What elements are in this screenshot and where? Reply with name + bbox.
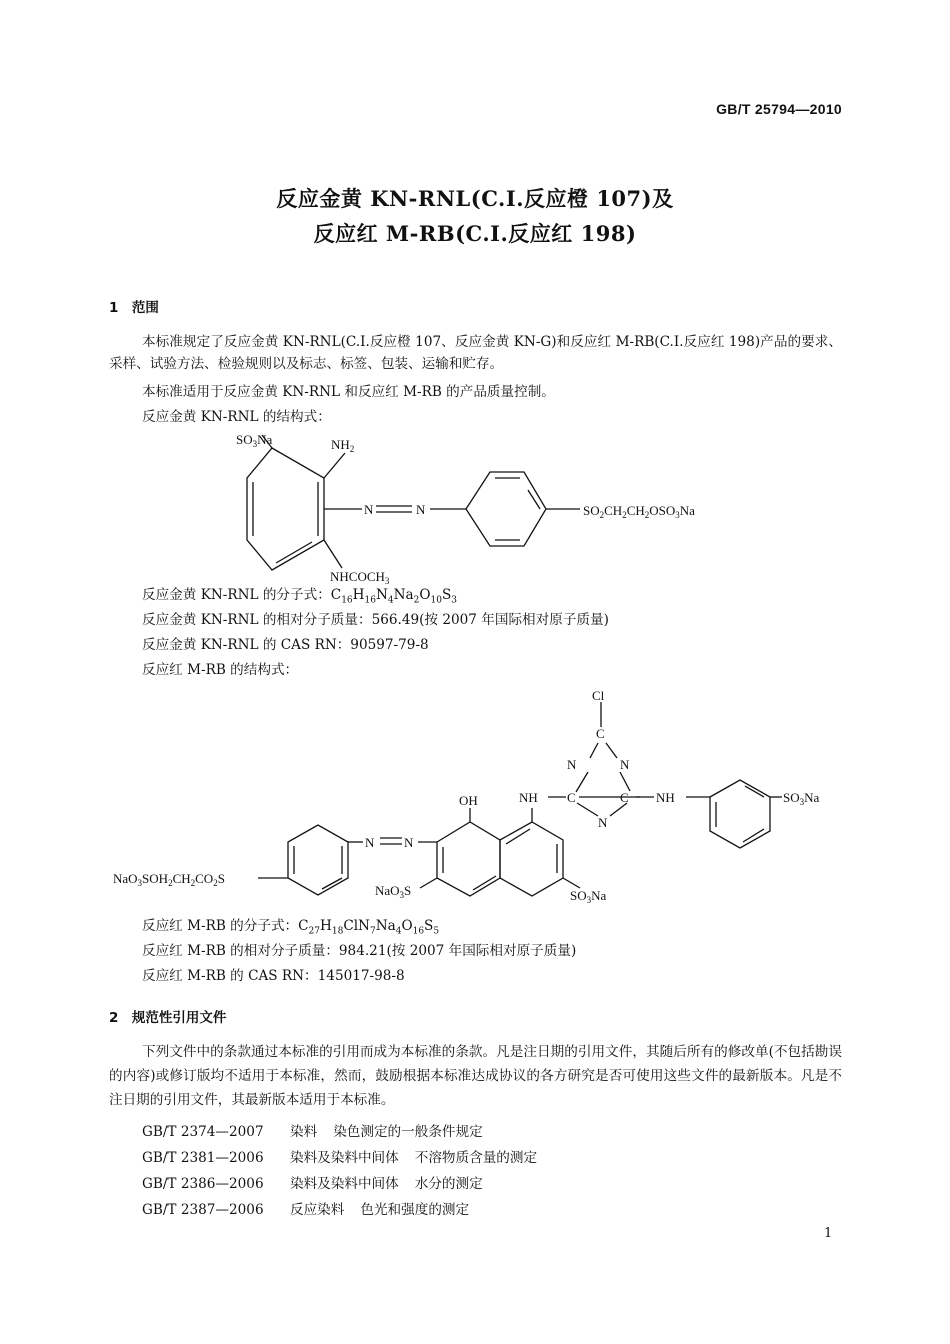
oh-label: OH <box>459 793 478 808</box>
nh2-label: $NH_2$ <box>331 437 355 454</box>
compound2-left-chain-label: $NaO_3SOH_2CH_2CO_2S$ <box>113 871 225 888</box>
section2-heading: 2 规范性引用文件 <box>109 1010 227 1026</box>
triazine-n-right: N <box>620 757 630 772</box>
so3na-label: $SO_3Na$ <box>236 432 273 449</box>
triazine-c-right: C <box>620 790 629 805</box>
azo-n2-label: N <box>416 502 426 517</box>
compound1-formula: 反应金黄 KN-RNL 的分子式：$C_{16}H_{16}N_4Na_2O_{10}S_3$ <box>142 587 458 606</box>
compound1-cas: 反应金黄 KN-RNL 的 CAS RN：90597-79-8 <box>142 637 429 653</box>
so3na-right-label: $SO_3Na$ <box>783 790 820 807</box>
reference-item: GB/T 2374—2007 染料 染色测定的一般条件规定 <box>142 1124 483 1140</box>
cl-label: Cl <box>592 688 605 703</box>
sulfonyl-chain-label: $SO_2CH_2CH_2OSO_3Na$ <box>583 503 695 520</box>
reference-item: GB/T 2381—2006 染料及染料中间体 不溶物质含量的测定 <box>142 1150 538 1166</box>
section1-paragraph1: 本标准规定了反应金黄 KN-RNL(C.I.反应橙 107、反应金黄 KN-G)和反应红 M-RB(C.I.反应红 198)产品的要求、采样、试验方法、检验规则以及标志、标签、包装、运输和贮存。 <box>109 334 842 372</box>
compound1-structure-label: 反应金黄 KN-RNL 的结构式： <box>142 409 331 425</box>
nh-right-label: NH <box>656 790 675 805</box>
section1-heading: 1 范围 <box>109 300 159 316</box>
section1-paragraph2: 本标准适用于反应金黄 KN-RNL 和反应红 M-RB 的产品质量控制。 <box>142 384 555 400</box>
document-title-line2: 反应红 M-RB(C.I.反应红 198) <box>313 221 637 246</box>
nh-left-label: NH <box>519 790 538 805</box>
compound2-mass: 反应红 M-RB 的相对分子质量：984.21(按 2007 年国际相对原子质量) <box>142 943 577 959</box>
triazine-n-bottom: N <box>598 815 608 830</box>
compound2-structure-label: 反应红 M-RB 的结构式： <box>142 662 299 678</box>
triazine-c-top: C <box>596 726 605 741</box>
triazine-n-left: N <box>567 757 577 772</box>
reference-item: GB/T 2386—2006 染料及染料中间体 水分的测定 <box>142 1176 483 1192</box>
so3na-bottom-label: $SO_3Na$ <box>570 888 607 905</box>
page-number: 1 <box>824 1226 833 1241</box>
document-title-line1: 反应金黄 KN-RNL(C.I.反应橙 107)及 <box>276 186 674 211</box>
compound2-azo-n1: N <box>365 835 375 850</box>
naso3s-label: NaO$_3$S <box>375 883 412 900</box>
compound2-azo-n2: N <box>404 835 414 850</box>
reference-item: GB/T 2387—2006 反应染料 色光和强度的测定 <box>142 1202 470 1218</box>
triazine-c-left: C <box>567 790 576 805</box>
standard-code: GB/T 25794—2010 <box>716 101 842 117</box>
compound1-mass: 反应金黄 KN-RNL 的相对分子质量：566.49(按 2007 年国际相对原子质量) <box>142 612 609 628</box>
compound2-cas: 反应红 M-RB 的 CAS RN：145017-98-8 <box>142 968 405 984</box>
acetamido-label: $NHCOCH_3$ <box>330 569 390 586</box>
azo-n1-label: N <box>364 502 374 517</box>
section2-paragraph: 下列文件中的条款通过本标准的引用而成为本标准的条款。凡是注日期的引用文件，其随后所有的修改单(不包括勘误的内容)或修订版均不适用于本标准，然而，鼓励根据本标准达成协议的各方研究是否可使用这些文件的最新版本。凡是不注日期的引用文件，其最新版本适用于本标准。 <box>109 1044 842 1108</box>
compound2-formula: 反应红 M-RB 的分子式：$C_{27}H_{18}ClN_7Na_4O_{16}S_5$ <box>142 918 440 937</box>
